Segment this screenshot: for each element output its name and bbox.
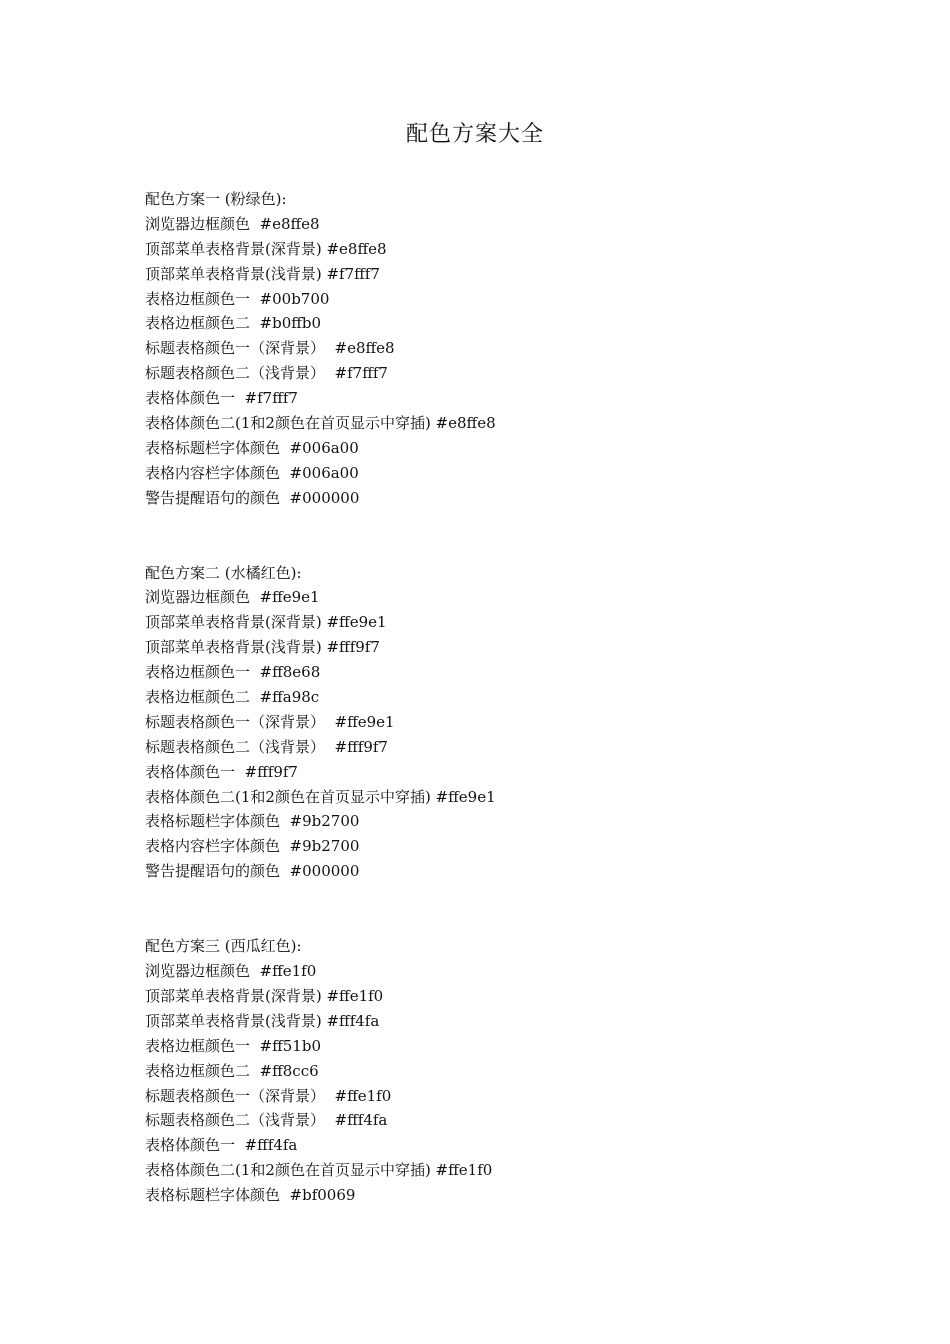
color-line: 表格边框颜色二 #ff8cc6 (145, 1061, 319, 1080)
color-line: 顶部菜单表格背景(浅背景) #fff9f7 (145, 638, 380, 657)
color-line: 顶部菜单表格背景(深背景) #ffe9e1 (145, 613, 387, 632)
scheme-1 (145, 187, 905, 511)
color-line: 表格标题栏字体颜色 #9b2700 (145, 812, 360, 831)
color-line: 表格内容栏字体颜色 #006a00 (145, 463, 359, 482)
document-body (145, 187, 905, 1258)
scheme-heading: 配色方案三 (西瓜红色): (145, 937, 302, 956)
color-line: 警告提醒语句的颜色 #000000 (145, 488, 360, 507)
color-line: 标题表格颜色二（浅背景） #fff4fa (145, 1111, 388, 1130)
color-line: 标题表格颜色一（深背景） #e8ffe8 (145, 339, 395, 358)
color-line: 顶部菜单表格背景(浅背景) #fff4fa (145, 1011, 380, 1030)
color-line: 表格边框颜色二 #b0ffb0 (145, 314, 322, 333)
color-line: 表格边框颜色二 #ffa98c (145, 688, 320, 707)
color-line: 表格体颜色一 #fff9f7 (145, 762, 298, 781)
scheme-3 (145, 934, 905, 1208)
color-line: 表格体颜色二(1和2颜色在首页显示中穿插) #ffe9e1 (145, 787, 496, 806)
scheme-heading: 配色方案一 (粉绿色): (145, 190, 287, 208)
color-line: 表格标题栏字体颜色 #bf0069 (145, 1186, 356, 1205)
color-line: 表格体颜色二(1和2颜色在首页显示中穿插) #e8ffe8 (145, 414, 496, 433)
color-line: 标题表格颜色一（深背景） #ffe9e1 (145, 712, 395, 731)
color-line: 顶部菜单表格背景(浅背景) #f7fff7 (145, 264, 380, 283)
color-line: 表格体颜色一 #f7fff7 (145, 389, 298, 408)
scheme-2 (145, 561, 905, 885)
color-line: 顶部菜单表格背景(深背景) #e8ffe8 (145, 239, 387, 258)
color-line: 表格边框颜色一 #ff8e68 (145, 663, 321, 682)
color-line: 标题表格颜色一（深背景） #ffe1f0 (145, 1086, 392, 1105)
scheme-heading: 配色方案二 (水橘红色): (145, 563, 302, 582)
color-line: 表格体颜色二(1和2颜色在首页显示中穿插) #ffe1f0 (145, 1161, 493, 1180)
color-line: 表格边框颜色一 #ff51b0 (145, 1036, 321, 1055)
color-line: 浏览器边框颜色 #e8ffe8 (145, 214, 320, 233)
color-line: 顶部菜单表格背景(深背景) #ffe1f0 (145, 986, 384, 1005)
color-line: 标题表格颜色二（浅背景） #fff9f7 (145, 737, 388, 756)
color-line: 表格内容栏字体颜色 #9b2700 (145, 837, 360, 856)
color-line: 浏览器边框颜色 #ffe1f0 (145, 962, 317, 981)
color-line: 浏览器边框颜色 #ffe9e1 (145, 588, 320, 607)
color-line: 表格边框颜色一 #00b700 (145, 289, 330, 308)
color-line: 表格标题栏字体颜色 #006a00 (145, 438, 359, 457)
color-line: 警告提醒语句的颜色 #000000 (145, 862, 360, 881)
color-line: 表格体颜色一 #fff4fa (145, 1136, 298, 1155)
color-line: 标题表格颜色二（浅背景） #f7fff7 (145, 364, 388, 383)
page-title: 配色方案大全 (405, 122, 544, 147)
